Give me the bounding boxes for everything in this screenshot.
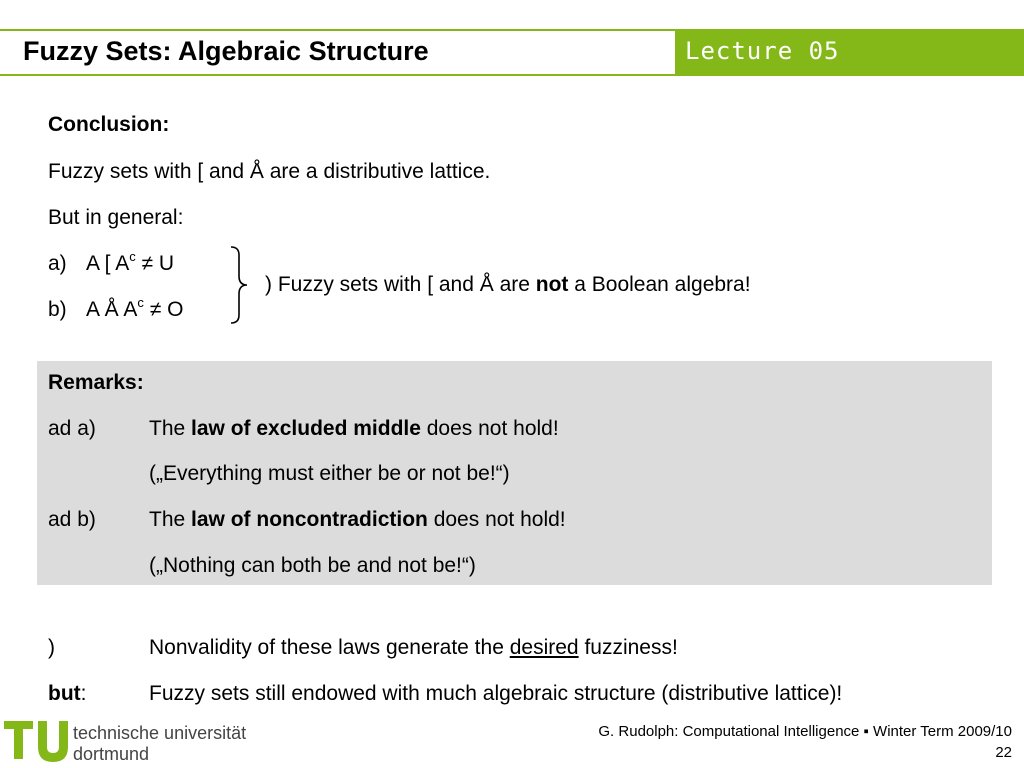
university-line-2: dortmund bbox=[73, 744, 150, 764]
boolean-conclusion-pre: ) Fuzzy sets with [ and Å are bbox=[265, 273, 536, 296]
boolean-conclusion-post: a Boolean algebra! bbox=[568, 273, 751, 296]
remark-a-post: does not hold! bbox=[420, 417, 559, 440]
remark-a-text bbox=[149, 417, 559, 441]
lecture-badge bbox=[675, 31, 1024, 74]
tu-logo-icon bbox=[4, 717, 68, 763]
footer-credit bbox=[598, 721, 1012, 763]
remark-a-quote: („Everything must either be or not be!“) bbox=[149, 462, 510, 485]
item-a-expression bbox=[86, 249, 175, 276]
implies-symbol: ) bbox=[48, 636, 55, 659]
remark-b-post: does not hold! bbox=[427, 508, 566, 531]
remark-b-bold: law of noncontradiction bbox=[191, 508, 428, 531]
but-colon: : bbox=[80, 682, 87, 705]
item-a-label: a) bbox=[48, 252, 67, 275]
remark-a-pre: The bbox=[149, 417, 192, 440]
boolean-conclusion bbox=[265, 273, 751, 297]
conclusion-line-1: Fuzzy sets with [ and Å are a distributive lattice. bbox=[48, 160, 491, 183]
remark-a-bold: law of excluded middle bbox=[191, 417, 421, 440]
item-b-label: b) bbox=[48, 298, 67, 321]
item-a-expr-pre: A [ A bbox=[86, 252, 130, 275]
item-a-expr-post: ≠ U bbox=[135, 252, 175, 275]
item-b-complement-sup: c bbox=[137, 295, 144, 310]
summary-line-1 bbox=[149, 636, 678, 660]
remark-b-text bbox=[149, 508, 566, 532]
conclusion-line-2: But in general: bbox=[48, 206, 184, 229]
but-label bbox=[48, 682, 87, 706]
conclusion-heading: Conclusion: bbox=[48, 113, 170, 136]
university-line-1: technische universität bbox=[73, 723, 247, 743]
remark-b-label: ad b) bbox=[48, 508, 96, 531]
remark-a-label: ad a) bbox=[48, 417, 96, 440]
but-word: but bbox=[48, 682, 81, 705]
item-a-complement-sup: c bbox=[129, 249, 136, 264]
page-number: 22 bbox=[995, 744, 1012, 761]
footer-credit-text: G. Rudolph: Computational Intelligence ▪ Winter Term 2009/10 bbox=[598, 723, 1012, 740]
summary-desired: desired bbox=[509, 636, 579, 659]
page-title: Fuzzy Sets: Algebraic Structure bbox=[23, 36, 429, 66]
item-b-expr-pre: A Å A bbox=[86, 298, 138, 321]
item-b-expr-post: ≠ O bbox=[143, 298, 184, 321]
summary-line-1-post: fuzziness! bbox=[578, 636, 678, 659]
summary-line-2: Fuzzy sets still endowed with much algebraic structure (distributive lattice)! bbox=[149, 682, 843, 705]
header-bottom-line bbox=[0, 74, 1024, 76]
lecture-label: Lecture 05 bbox=[685, 37, 840, 65]
remark-b-pre: The bbox=[149, 508, 192, 531]
remarks-heading: Remarks: bbox=[48, 371, 144, 394]
remark-b-quote: („Nothing can both be and not be!“) bbox=[149, 554, 476, 577]
university-name bbox=[73, 723, 246, 765]
boolean-conclusion-bold: not bbox=[535, 273, 569, 296]
summary-line-1-pre: Nonvalidity of these laws generate the bbox=[149, 636, 510, 659]
item-b-expression bbox=[86, 295, 184, 322]
right-brace-icon bbox=[229, 246, 253, 324]
